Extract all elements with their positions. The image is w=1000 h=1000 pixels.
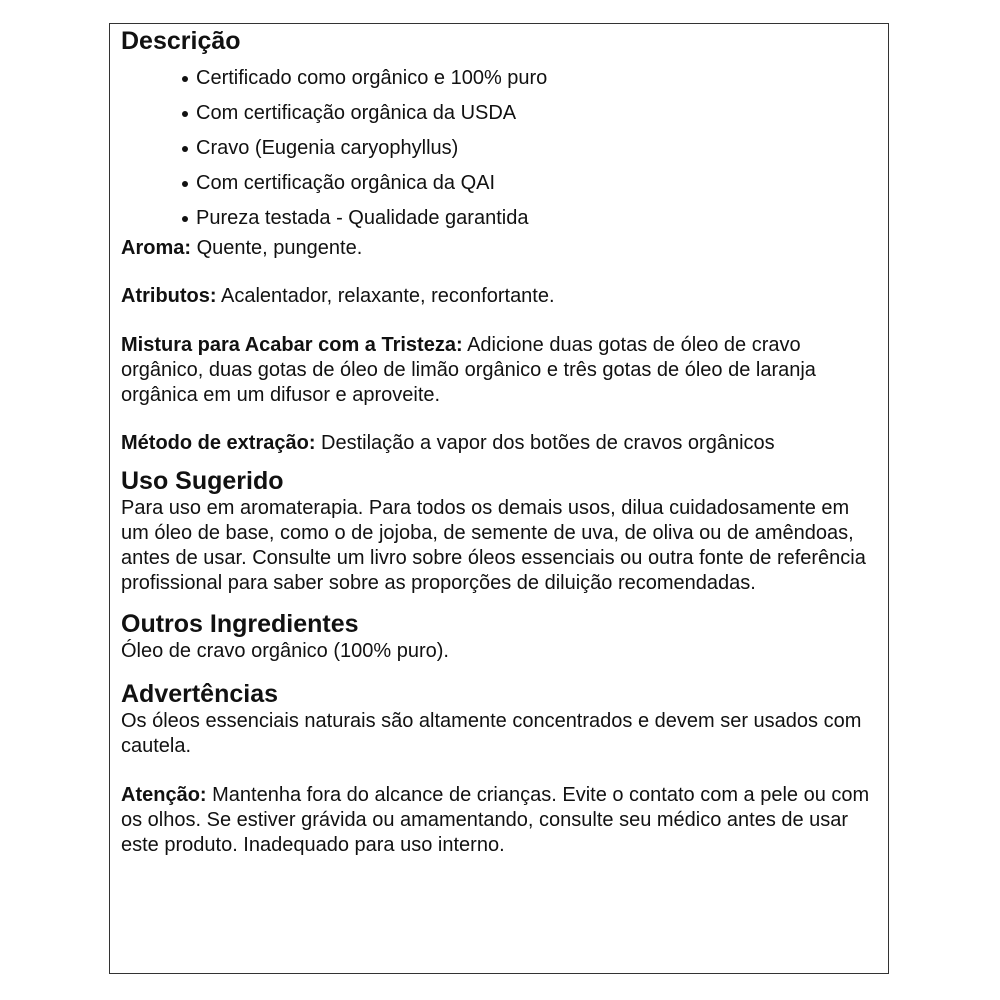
bullet-icon: [182, 111, 188, 117]
metodo-paragraph: [121, 431, 881, 456]
list-item: Com certificação orgânica da USDA: [182, 96, 881, 131]
aroma-paragraph: [121, 236, 881, 261]
metodo-label: Método de extração:: [121, 432, 316, 454]
aroma-text: Quente, pungente.: [191, 237, 363, 259]
section-title-uso-sugerido: Uso Sugerido: [121, 467, 284, 495]
list-item: Com certificação orgânica da QAI: [182, 166, 881, 201]
section-title-descricao: Descrição: [121, 27, 241, 55]
list-item: Certificado como orgânico e 100% puro: [182, 61, 881, 96]
bullet-icon: [182, 216, 188, 222]
atencao-label: Atenção:: [121, 784, 207, 806]
uso-sugerido-paragraph: Para uso em aromaterapia. Para todos os demais usos, dilua cuidadosamente em um óleo de base, como o de jojoba, de semente de uva, de oliva ou de amêndoas, antes de usar. Consulte um livro sobre óleos essenciais ou outra fonte de referência profissional para saber sobre as proporções de diluição recomendadas.: [121, 497, 866, 594]
list-item: Pureza testada - Qualidade garantida: [182, 201, 881, 236]
atributos-label: Atributos:: [121, 285, 217, 307]
atributos-paragraph: [121, 284, 881, 309]
mistura-paragraph: [121, 333, 881, 408]
list-item: Cravo (Eugenia caryophyllus): [182, 131, 881, 166]
atencao-text: Mantenha fora do alcance de crianças. Evite o contato com a pele ou com os olhos. Se estiver grávida ou amamentando, consulte seu médico antes de usar este produto. Inadequado para uso interno.: [121, 784, 870, 856]
aroma-label: Aroma:: [121, 237, 192, 259]
outros-ingredientes-paragraph: Óleo de cravo orgânico (100% puro).: [121, 640, 449, 662]
bullet-icon: [182, 76, 188, 82]
bullet-icon: [182, 146, 188, 152]
section-title-outros-ingredientes: Outros Ingredientes: [121, 610, 359, 638]
atributos-text: Acalentador, relaxante, reconfortante.: [216, 285, 555, 307]
metodo-text: Destilação a vapor dos botões de cravos orgânicos: [315, 432, 775, 454]
bullet-icon: [182, 181, 188, 187]
section-title-advertencias: Advertências: [121, 680, 279, 708]
document-content: [121, 26, 881, 858]
mistura-label: Mistura para Acabar com a Tristeza:: [121, 334, 463, 356]
atencao-paragraph: [121, 783, 881, 858]
mistura-text: Adicione duas gotas de óleo de cravo orgânico, duas gotas de óleo de limão orgânico e três gotas de óleo de laranja orgânica em um difusor e aproveite.: [121, 334, 816, 406]
descricao-bullet-list: [121, 61, 881, 236]
advertencias-paragraph: Os óleos essenciais naturais são altamente concentrados e devem ser usados com cautela.: [121, 710, 862, 757]
